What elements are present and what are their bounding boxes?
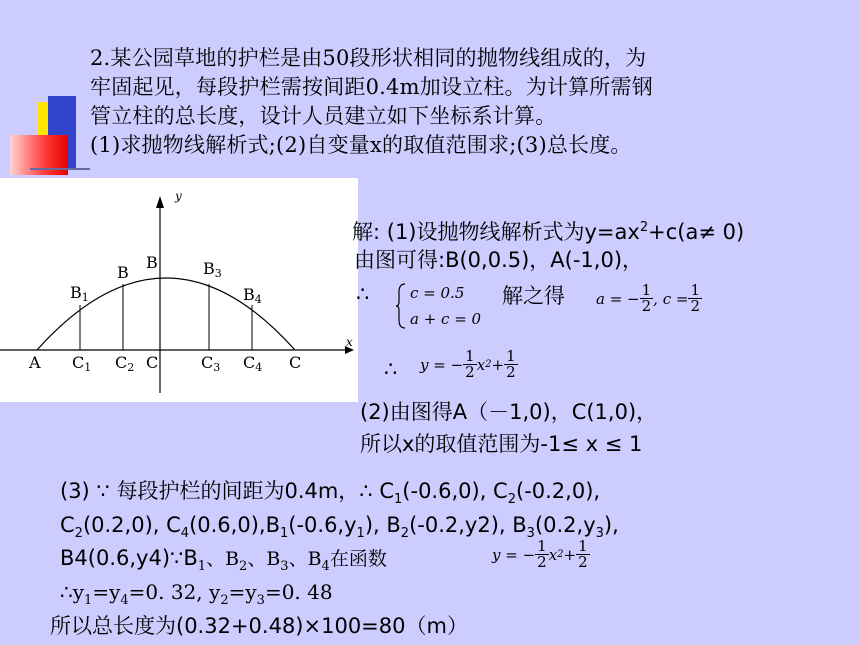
decoration-divider [30, 168, 90, 170]
system-equation-1: c = 0.5 [410, 284, 465, 302]
solution-part2-line2: 所以x的取值范围为-1≤ x ≤ 1 [360, 432, 643, 456]
therefore-symbol-2: ∴ [384, 357, 398, 381]
solution-part2-line1: (2)由图得A（－1,0)，C(1,0)， [360, 400, 658, 424]
point-b-left-label: B [117, 263, 129, 282]
point-c1-label: C1 [72, 353, 92, 374]
function-equation-inline: y = − $\frac{1}{2}$ x 2 + $\frac{1}{2}$ [492, 537, 588, 571]
solution-part3-line3: $B4(0.6,y4)\because B_1$、$B_2$、$B_3$、$B_4$在函数 [60, 546, 387, 574]
point-b3-label: B3 [203, 259, 222, 280]
point-b1-label: B1 [70, 283, 89, 304]
point-b4-label: B4 [243, 285, 262, 306]
point-b-top-label: B [146, 253, 158, 272]
solution-part3-line5: 所以总长度为(0.32+0.48)×100=80（m） [50, 614, 468, 638]
system-equation-2: a + c = 0 [410, 310, 482, 328]
brace-icon [395, 282, 407, 330]
parabola-diagram [0, 178, 358, 402]
solve-text: 解之得 [502, 284, 565, 308]
problem-line-4: (1)求抛物线解析式;(2)自变量x的取值范围求;(3)总长度。 [90, 133, 632, 157]
y-axis-arrow [156, 196, 164, 208]
point-c-origin-label: C [146, 353, 159, 372]
solution-part1-line1: 解: (1)设抛物线解析式为$y=ax^2+c(a\ne 0)$ [352, 220, 745, 244]
problem-line-3: 管立柱的总长度，设计人员建立如下坐标系计算。 [90, 104, 557, 128]
parabola-figure [0, 178, 358, 402]
problem-statement [90, 44, 850, 160]
point-c-right-label: C [289, 353, 302, 372]
y-axis-label: y [175, 189, 182, 203]
solution-part3-line4: $\therefore y_1=y_4=0$. 32, $y_2=y_3=0$. 48 [60, 580, 333, 608]
point-c3-label: C3 [201, 353, 221, 374]
problem-line-1: 2.某公园草地的护栏是由50段形状相同的抛物线组成的，为 [90, 46, 647, 70]
problem-line-2: 牢固起见，每段护栏需按间距0.4m加设立柱。为计算所需钢 [90, 75, 653, 99]
point-c2-label: C2 [115, 353, 135, 374]
solution-part1-line2: 由图可得:B(0,0.5)，A(-1,0)， [354, 248, 644, 272]
point-c4-label: C4 [243, 353, 263, 374]
solution-part3-line1: (3) ∵ 每段护栏的间距为0.4m，∴ $C_1(-0.6,0)$, $C_2(-0.2,0)$, [60, 479, 601, 508]
therefore-symbol-1: ∴ [356, 282, 370, 306]
parabola-equation: y = − $\frac{1}{2}$ x 2 + $\frac{1}{2}$ [420, 347, 516, 381]
point-a-label: A [29, 353, 41, 372]
x-axis-label: x [346, 335, 353, 349]
solution-part3-line2: $C_2(0.2,0)$, $C_4(0.6,0),B_1(-0.6,y_1)$, $B_2(-0.2,y2)$, $B_3(0.2,y_3)$, [60, 513, 619, 542]
solved-coefficients: a = − $\frac{1}{2}$ , c = $\frac{1}{2}$ [596, 281, 700, 315]
